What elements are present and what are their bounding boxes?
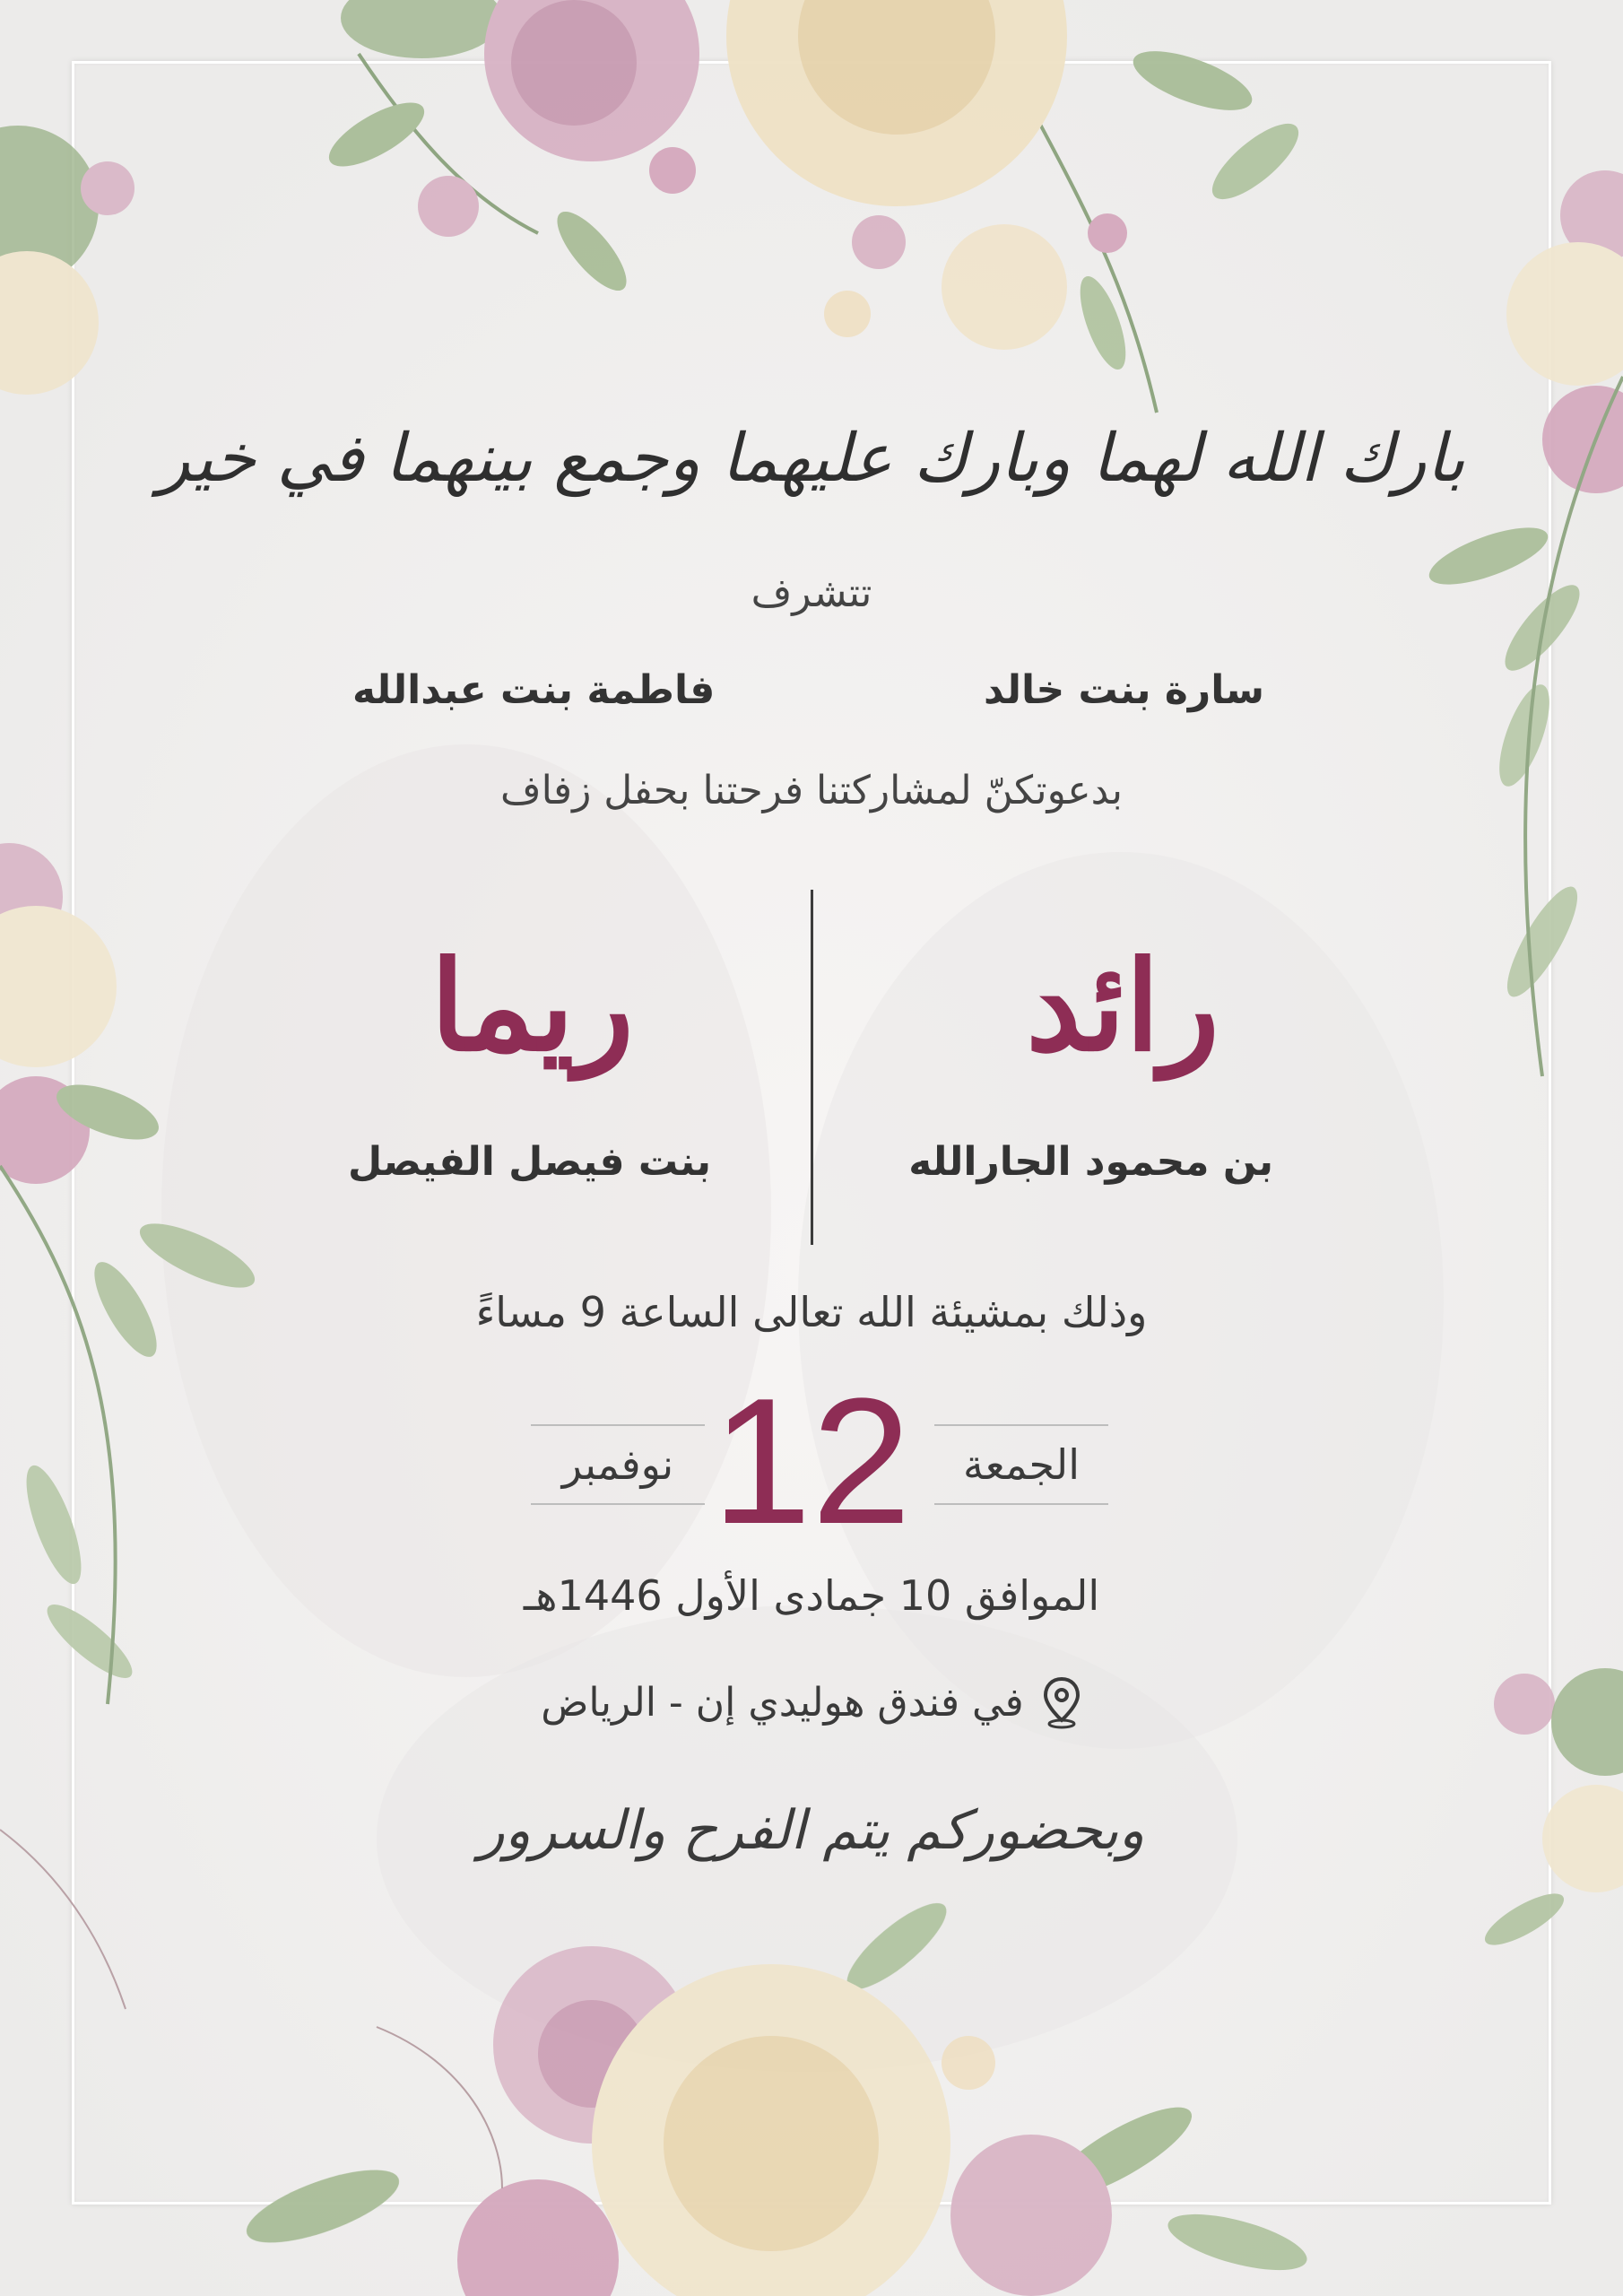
venue-row — [0, 1675, 1623, 1729]
groom-name: رائد — [1026, 933, 1219, 1079]
month-label: نوفمبر — [531, 1424, 705, 1505]
day-number: 12 — [711, 1361, 912, 1561]
time-line: وذلك بمشيئة الله تعالى الساعة 9 مساءً — [475, 1288, 1148, 1336]
honor-intro: تتشرف — [751, 570, 872, 616]
bride-family: بنت فيصل الفيصل — [348, 1139, 711, 1185]
groom-family: بن محمود الجارالله — [908, 1139, 1273, 1185]
invitation-line: بدعوتكنّ لمشاركتنا فرحتنا بحفل زفاف — [500, 768, 1123, 813]
location-pin-icon — [1041, 1675, 1082, 1729]
bride-mother-name: فاطمة بنت عبدالله — [352, 667, 716, 713]
blessing-calligraphy: بارك الله لهما وبارك عليهما وجمع بينهما في خير — [158, 420, 1465, 497]
names-divider — [811, 890, 813, 1245]
bride-name: ريما — [430, 933, 634, 1079]
hijri-date: الموافق 10 جمادى الأول 1446هـ — [523, 1571, 1100, 1620]
groom-mother-name: سارة بنت خالد — [984, 667, 1264, 713]
closing-calligraphy: وبحضوركم يتم الفرح والسرور — [478, 1799, 1145, 1862]
venue-text: في فندق هوليدي إن - الرياض — [541, 1679, 1024, 1726]
weekday-label: الجمعة — [934, 1424, 1108, 1505]
